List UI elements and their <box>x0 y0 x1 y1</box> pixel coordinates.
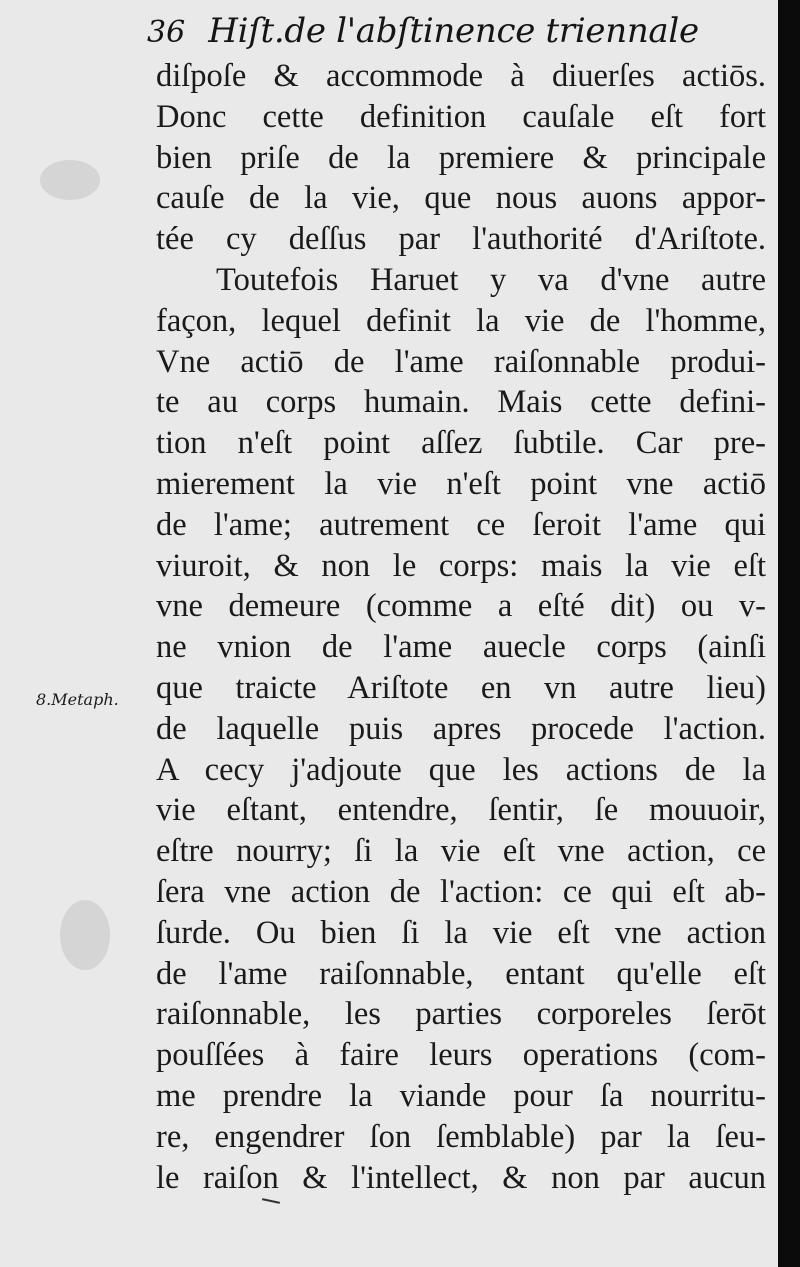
text-line: diſpoſe & accommode à diuerſes actiōs. <box>156 58 766 94</box>
running-title: Hiſt.de l'abſtinence triennale <box>208 11 699 51</box>
text-line: vie eſtant, entendre, ſentir, ſe mouuoir, <box>156 792 766 829</box>
text-line: Donc cette definition cauſale eſt fort <box>156 98 766 135</box>
text-line: A cecy j'adjoute que les actions de la <box>156 751 766 788</box>
text-line: tée cy deſſus par l'authorité d'Ariſtote. <box>156 221 766 258</box>
text-line: te au corps humain. Mais cette defini- <box>156 384 766 421</box>
text-line: le raiſon & l'intellect, & non par aucun <box>156 1159 766 1196</box>
paper-stain <box>40 160 100 200</box>
text-line: cauſe de la vie, que nous auons appor- <box>156 180 766 217</box>
text-line: mierement la vie n'eſt point vne actiō <box>156 465 766 502</box>
body-text <box>156 56 766 1198</box>
page-number: 36 <box>147 15 186 50</box>
text-line: bien priſe de la premiere & principale <box>156 139 766 176</box>
paper-stain <box>60 900 110 970</box>
text-line: vne demeure (comme a eſté dit) ou v- <box>156 588 766 625</box>
text-line: eſtre nourry; ſi la vie eſt vne action, ce <box>156 833 766 870</box>
text-line: de l'ame; autrement ce ſeroit l'ame qui <box>156 506 766 543</box>
margin-note: 8.Metaph. <box>36 690 119 709</box>
text-line: raiſonnable, les parties corporeles ſerōt <box>156 996 766 1033</box>
text-line: de laquelle puis apres procede l'action. <box>156 710 766 747</box>
text-line: ne vnion de l'ame auecle corps (ainſi <box>156 629 766 666</box>
text-line: Vne actiō de l'ame raiſonnable produi- <box>156 343 766 380</box>
text-line: façon, lequel definit la vie de l'homme, <box>156 302 766 339</box>
text-line: que traicte Ariſtote en vn autre lieu) <box>156 669 766 706</box>
page-edge-shadow <box>778 0 800 1267</box>
text-line: ſera vne action de l'action: ce qui eſt ab- <box>156 873 766 910</box>
page-header <box>147 11 699 51</box>
text-line: me prendre la viande pour ſa nourritu- <box>156 1077 766 1114</box>
text-line: viuroit, & non le corps: mais la vie eſt <box>156 547 766 584</box>
text-line: Toutefois Haruet y va d'vne autre <box>216 261 766 298</box>
text-line: pouſſées à faire leurs operations (com- <box>156 1037 766 1074</box>
text-line: re, engendrer ſon ſemblable) par la ſeu- <box>156 1118 766 1155</box>
text-line: de l'ame raiſonnable, entant qu'elle eſt <box>156 955 766 992</box>
ink-mark <box>262 1198 280 1204</box>
text-line: ſurde. Ou bien ſi la vie eſt vne action <box>156 914 766 951</box>
text-line: tion n'eſt point aſſez ſubtile. Car pre- <box>156 425 766 462</box>
